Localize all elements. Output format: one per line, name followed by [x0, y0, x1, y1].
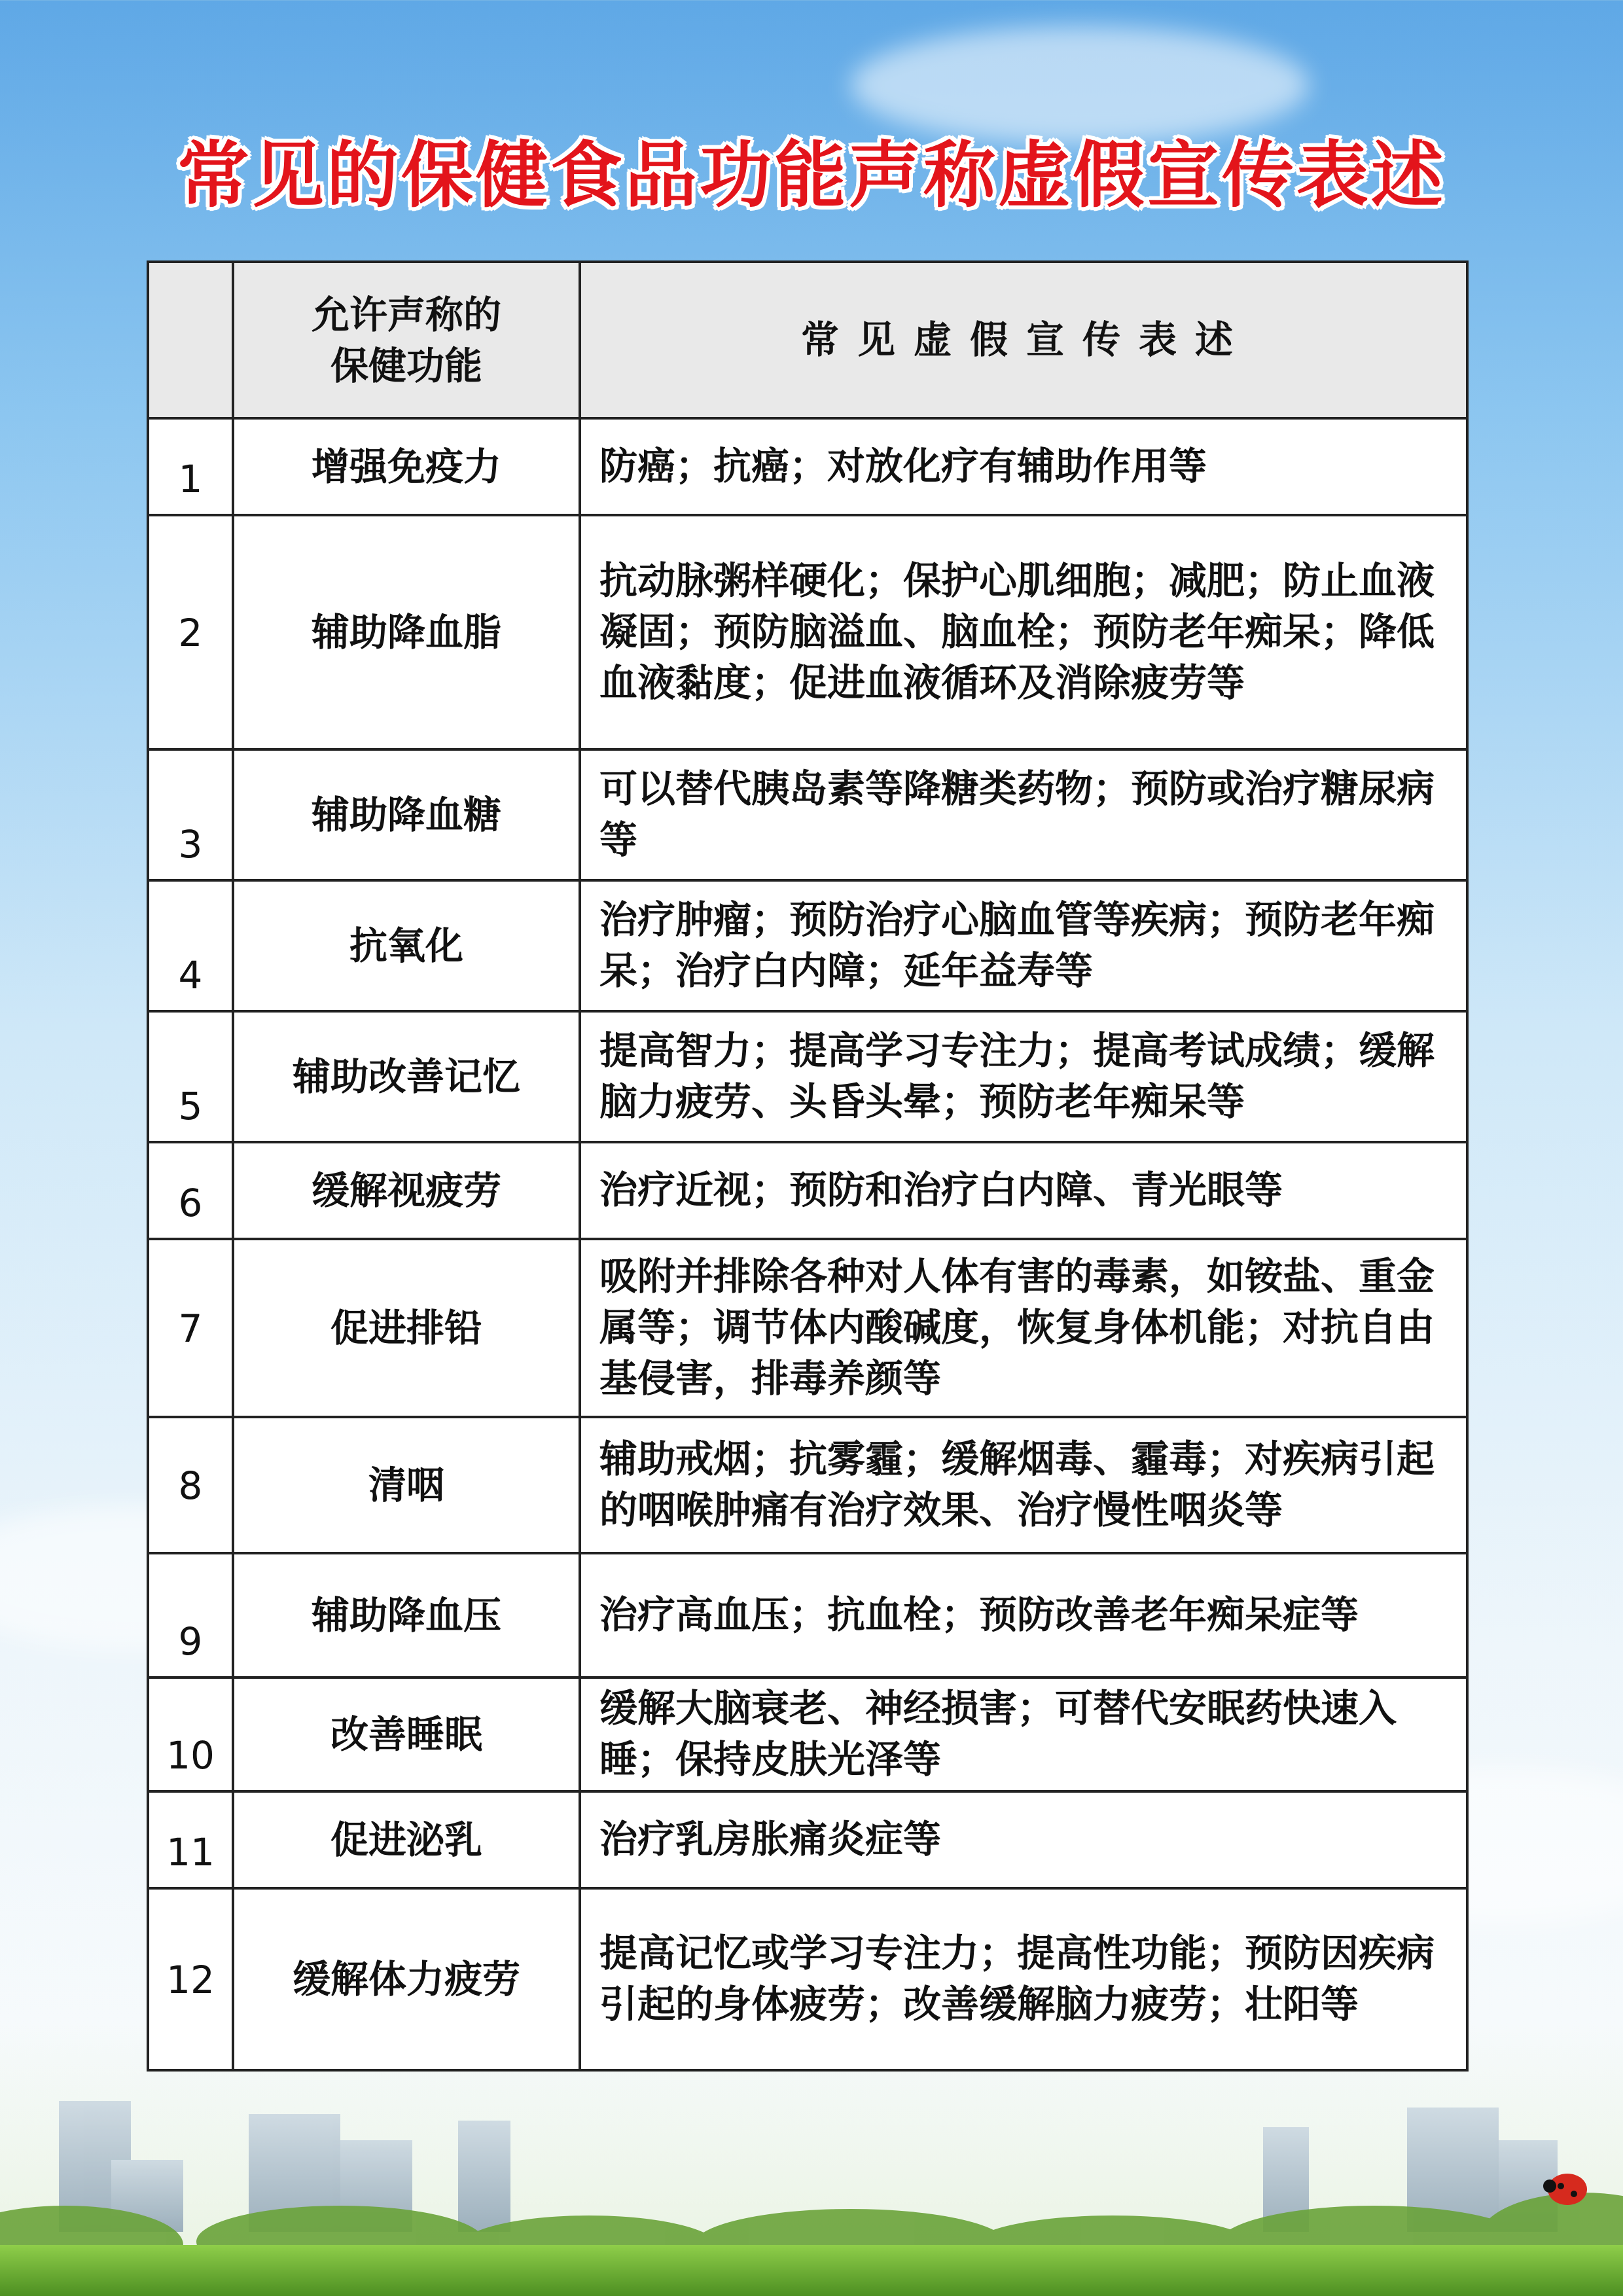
- row-function: 辅助降血糖: [233, 749, 580, 880]
- row-number: 1: [148, 418, 233, 515]
- row-description: 可以替代胰岛素等降糖类药物；预防或治疗糖尿病等: [580, 749, 1467, 880]
- row-function: 辅助降血脂: [233, 515, 580, 749]
- row-description: 提高记忆或学习专注力；提高性功能；预防因疾病引起的身体疲劳；改善缓解脑力疲劳；壮阳等: [580, 1888, 1467, 2070]
- row-number: 11: [148, 1791, 233, 1888]
- row-description: 治疗近视；预防和治疗白内障、青光眼等: [580, 1142, 1467, 1239]
- table-row: [148, 1417, 1467, 1553]
- table-row: [148, 1677, 1467, 1791]
- table-row: [148, 515, 1467, 749]
- row-description: 提高智力；提高学习专注力；提高考试成绩；缓解脑力疲劳、头昏头晕；预防老年痴呆等: [580, 1011, 1467, 1142]
- page-title: 常见的保健食品功能声称虚假宣传表述: [177, 134, 1446, 217]
- row-function: 改善睡眠: [233, 1677, 580, 1791]
- row-description: 抗动脉粥样硬化；保护心肌细胞；减肥；防止血液凝固；预防脑溢血、脑血栓；预防老年痴呆；降低血液黏度；促进血液循环及消除疲劳等: [580, 515, 1467, 749]
- row-number: 10: [148, 1677, 233, 1791]
- table-row: [148, 1791, 1467, 1888]
- table-row: [148, 1888, 1467, 2070]
- table-row: [148, 1142, 1467, 1239]
- table-row: [148, 749, 1467, 880]
- row-description: 治疗肿瘤；预防治疗心脑血管等疾病；预防老年痴呆；治疗白内障；延年益寿等: [580, 880, 1467, 1011]
- city-skyline-illustration: [0, 2081, 1623, 2296]
- table-row: [148, 1553, 1467, 1677]
- claims-table: [147, 260, 1469, 2072]
- row-function: 促进排铅: [233, 1239, 580, 1417]
- row-number: 2: [148, 515, 233, 749]
- row-number: 4: [148, 880, 233, 1011]
- row-function: 促进泌乳: [233, 1791, 580, 1888]
- row-number: 7: [148, 1239, 233, 1417]
- table-row: [148, 880, 1467, 1011]
- row-number: 5: [148, 1011, 233, 1142]
- row-description: 吸附并排除各种对人体有害的毒素，如铵盐、重金属等；调节体内酸碱度，恢复身体机能；对抗自由基侵害，排毒养颜等: [580, 1239, 1467, 1417]
- row-number: 6: [148, 1142, 233, 1239]
- header-function: [233, 262, 580, 418]
- row-description: 缓解大脑衰老、神经损害；可替代安眠药快速入睡；保持皮肤光泽等: [580, 1677, 1467, 1791]
- row-number: 8: [148, 1417, 233, 1553]
- row-function: 抗氧化: [233, 880, 580, 1011]
- row-function: 缓解视疲劳: [233, 1142, 580, 1239]
- row-function: 辅助降血压: [233, 1553, 580, 1677]
- row-number: 3: [148, 749, 233, 880]
- row-function: 清咽: [233, 1417, 580, 1553]
- table-row: [148, 1239, 1467, 1417]
- header-number: [148, 262, 233, 418]
- header-function-line2: 保健功能: [330, 343, 482, 388]
- row-number: 12: [148, 1888, 233, 2070]
- header-description: 常见虚假宣传表述: [580, 262, 1467, 418]
- header-function-line1: 允许声称的: [311, 292, 501, 337]
- row-description: 治疗乳房胀痛炎症等: [580, 1791, 1467, 1888]
- row-description: 辅助戒烟；抗雾霾；缓解烟毒、霾毒；对疾病引起的咽喉肿痛有治疗效果、治疗慢性咽炎等: [580, 1417, 1467, 1553]
- table-row: [148, 418, 1467, 515]
- table-header-row: [148, 262, 1467, 418]
- row-function: 辅助改善记忆: [233, 1011, 580, 1142]
- row-function: 缓解体力疲劳: [233, 1888, 580, 2070]
- row-function: 增强免疫力: [233, 418, 580, 515]
- table-row: [148, 1011, 1467, 1142]
- row-number: 9: [148, 1553, 233, 1677]
- row-description: 防癌；抗癌；对放化疗有辅助作用等: [580, 418, 1467, 515]
- row-description: 治疗高血压；抗血栓；预防改善老年痴呆症等: [580, 1553, 1467, 1677]
